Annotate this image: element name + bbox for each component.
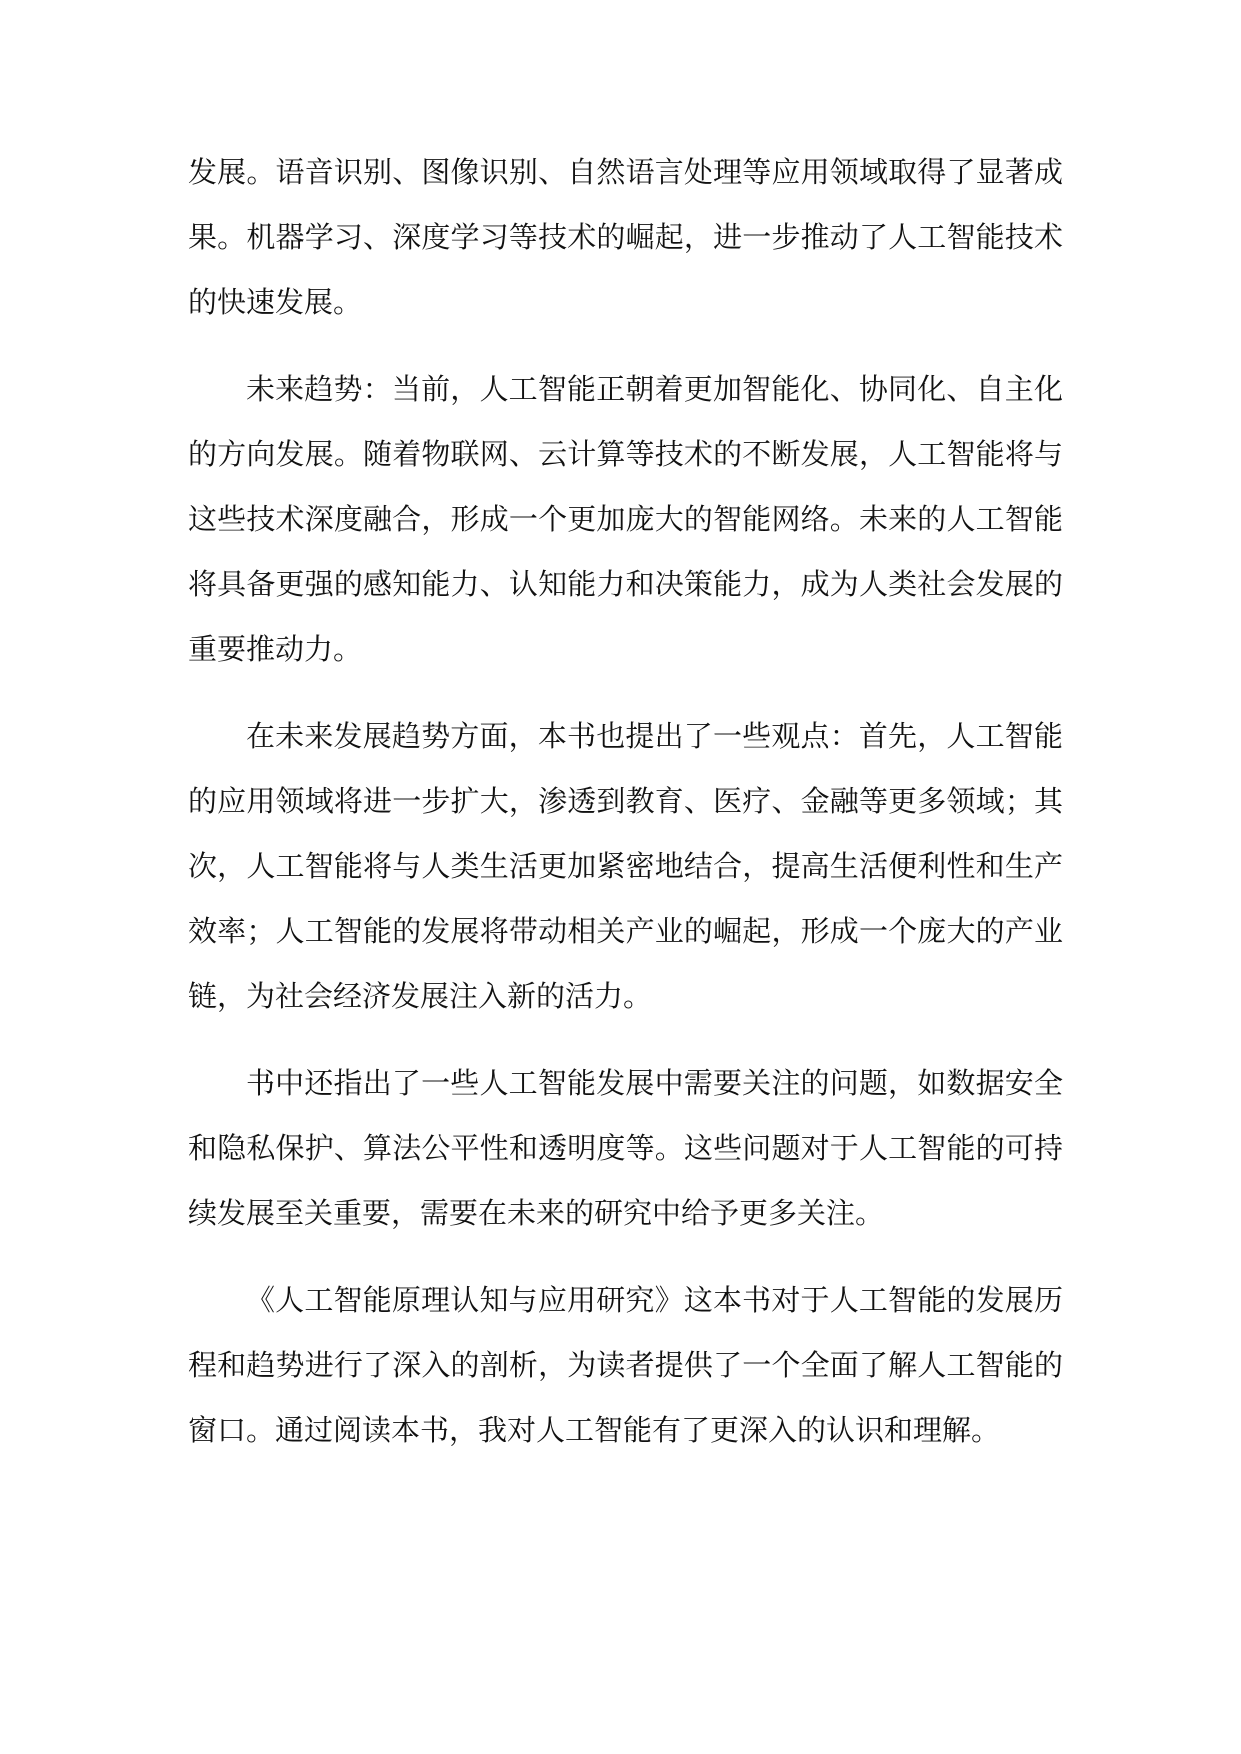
text-line: 未来趋势：当前，人工智能正朝着更加智能化、协同化、自主化 <box>246 372 1063 406</box>
paragraph-continuation <box>188 140 1063 335</box>
text-line: 和隐私保护、算法公平性和透明度等。这些问题对于人工智能的可持 <box>188 1131 1063 1165</box>
text-line: 次，人工智能将与人类生活更加紧密地结合，提高生活便利性和生产 <box>188 849 1063 883</box>
paragraph-issues <box>188 1051 1063 1246</box>
text-line: 果。机器学习、深度学习等技术的崛起，进一步推动了人工智能技术 <box>188 220 1063 254</box>
paragraph-future-trends <box>188 357 1063 682</box>
text-line: 发展。语音识别、图像识别、自然语言处理等应用领域取得了显著成 <box>188 155 1063 189</box>
text-line: 的应用领域将进一步扩大，渗透到教育、医疗、金融等更多领域；其 <box>188 784 1063 818</box>
text-line: 效率；人工智能的发展将带动相关产业的崛起，形成一个庞大的产业 <box>188 914 1063 948</box>
text-line: 书中还指出了一些人工智能发展中需要关注的问题，如数据安全 <box>246 1066 1063 1100</box>
text-line: 程和趋势进行了深入的剖析，为读者提供了一个全面了解人工智能的 <box>188 1348 1063 1382</box>
text-line: 重要推动力。 <box>188 632 363 666</box>
text-line: 这些技术深度融合，形成一个更加庞大的智能网络。未来的人工智能 <box>188 502 1063 536</box>
text-line: 在未来发展趋势方面，本书也提出了一些观点：首先，人工智能 <box>246 719 1063 753</box>
text-line: 的快速发展。 <box>188 285 363 319</box>
text-line: 《人工智能原理认知与应用研究》这本书对于人工智能的发展历 <box>246 1283 1063 1317</box>
paragraph-conclusion <box>188 1268 1063 1463</box>
text-line: 链，为社会经济发展注入新的活力。 <box>188 979 653 1013</box>
text-line: 续发展至关重要，需要在未来的研究中给予更多关注。 <box>188 1196 885 1230</box>
text-line: 的方向发展。随着物联网、云计算等技术的不断发展，人工智能将与 <box>188 437 1063 471</box>
paragraph-book-views <box>188 704 1063 1029</box>
text-line: 将具备更强的感知能力、认知能力和决策能力，成为人类社会发展的 <box>188 567 1063 601</box>
body-text <box>188 140 1063 1463</box>
text-line: 窗口。通过阅读本书，我对人工智能有了更深入的认识和理解。 <box>188 1413 1001 1447</box>
